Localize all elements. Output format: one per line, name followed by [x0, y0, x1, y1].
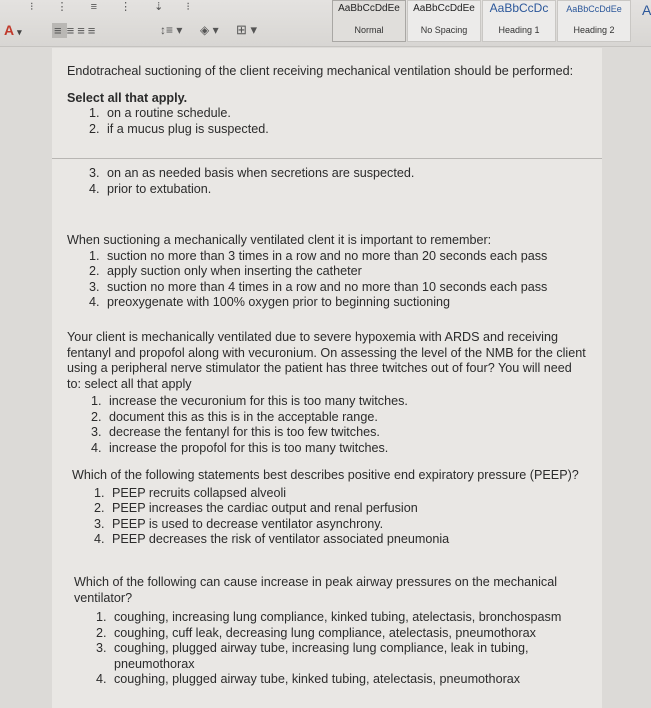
- question-stem: Endotracheal suctioning of the client receiving mechanical ventilation should be performed:: [67, 64, 574, 78]
- question-3: [67, 330, 587, 456]
- list-icons-row[interactable]: ⁝ ⋮ ≡ ⋮ ⇣ ⁝: [30, 1, 200, 13]
- style-sample: AaBbCcDdEe: [338, 3, 400, 14]
- list-item: 1. on a routine schedule.: [89, 106, 231, 120]
- page-break-line: [52, 158, 602, 159]
- style-label: Normal: [354, 25, 384, 35]
- style-sample: AaBbCcDdEe: [413, 3, 475, 14]
- list-item: 3. on an as needed basis when secretions are suspected.: [89, 166, 415, 180]
- question-stem: Which of the following can cause increase in peak airway pressures on the mechanical ventilator?: [74, 575, 558, 605]
- list-item: 2. if a mucus plug is suspected.: [89, 121, 269, 136]
- list-item: 4. coughing, plugged airway tube, kinked tubing, atelectasis, pneumothorax: [96, 672, 521, 686]
- list-item: 4. preoxygenate with 100% oxygen prior to beginning suctioning: [89, 295, 451, 309]
- style-label: Heading 2: [573, 25, 615, 35]
- shading-icon[interactable]: ◈ ▾: [200, 23, 219, 37]
- list-item: 4. increase the propofol for this is too many twitches.: [91, 440, 389, 455]
- line-spacing-icon[interactable]: ↕≡ ▾: [160, 23, 183, 37]
- align-left-icon[interactable]: ≡: [54, 23, 65, 38]
- list-item: 2. PEEP increases the cardiac output and renal perfusion: [94, 501, 418, 515]
- question-instruction: Select all that apply.: [67, 90, 188, 105]
- style-no-spacing[interactable]: [407, 0, 481, 42]
- list-item: 1. suction no more than 3 times in a row and no more than 20 seconds each pass: [89, 248, 548, 263]
- style-heading-1[interactable]: [482, 0, 556, 42]
- borders-icon[interactable]: ⊞ ▾: [236, 22, 258, 37]
- list-item: 3. decrease the fentanyl for this is too few twitches.: [91, 425, 380, 439]
- alignment-group: [52, 23, 98, 38]
- question-stem: Your client is mechanically ventilated due to severe hypoxemia with ARDS and receiving fentanyl and propofol along with vecuronium. On assessing the level of the NMB for the client using a peripheral nerve stimulator the patient has three twitches out of four? You will need to: select all that apply: [67, 330, 586, 391]
- list-item: 2. apply suction only when inserting the catheter: [89, 264, 362, 278]
- align-center-icon[interactable]: ≡: [66, 23, 78, 38]
- list-item: 4. PEEP decreases the risk of ventilator associated pneumonia: [94, 532, 450, 546]
- list-item: 2. document this as this is in the acceptable range.: [91, 409, 378, 424]
- styles-gallery: [332, 0, 632, 44]
- list-item: 1. increase the vecuronium for this is too many twitches.: [91, 394, 408, 408]
- question-4: [72, 468, 592, 548]
- question-2: [67, 233, 587, 311]
- question-1: [67, 64, 587, 137]
- list-item: 2. coughing, cuff leak, decreasing lung compliance, atelectasis, pneumothorax: [96, 625, 536, 640]
- formatting-row: [0, 20, 330, 42]
- list-item: 3. suction no more than 4 times in a row and no more than 10 seconds each pass: [89, 279, 548, 294]
- question-5: [74, 575, 594, 688]
- style-normal[interactable]: [332, 0, 406, 42]
- justify-icon[interactable]: ≡: [87, 23, 99, 38]
- font-color-button[interactable]: A ▾: [4, 22, 22, 38]
- list-item: 3. coughing, plugged airway tube, increasing lung compliance, leak in tubing, pneumothorax: [96, 641, 529, 671]
- chevron-down-icon[interactable]: ▾: [17, 27, 22, 37]
- style-sample: AaBbCcDc: [489, 1, 549, 15]
- style-sample: AaBbCcDdEe: [566, 4, 622, 14]
- align-right-icon[interactable]: ≡: [77, 23, 88, 38]
- question-stem: Which of the following statements best describes positive end expiratory pressure (PEEP)?: [72, 468, 579, 482]
- list-item: 1. coughing, increasing lung compliance, kinked tubing, atelectasis, bronchospasm: [96, 610, 562, 624]
- list-item: 3. PEEP is used to decrease ventilator asynchrony.: [94, 516, 384, 531]
- style-label: Heading 1: [498, 25, 540, 35]
- question-stem: When suctioning a mechanically ventilated clent it is important to remember:: [67, 233, 492, 247]
- list-item: 1. PEEP recruits collapsed alveoli: [94, 485, 287, 500]
- ribbon-toolbar: [0, 0, 651, 47]
- style-heading-2[interactable]: [557, 0, 631, 42]
- style-label: No Spacing: [420, 25, 468, 35]
- question-1-continued: [67, 166, 587, 197]
- styles-more-icon[interactable]: A: [642, 2, 651, 18]
- list-item: 4. prior to extubation.: [89, 181, 212, 196]
